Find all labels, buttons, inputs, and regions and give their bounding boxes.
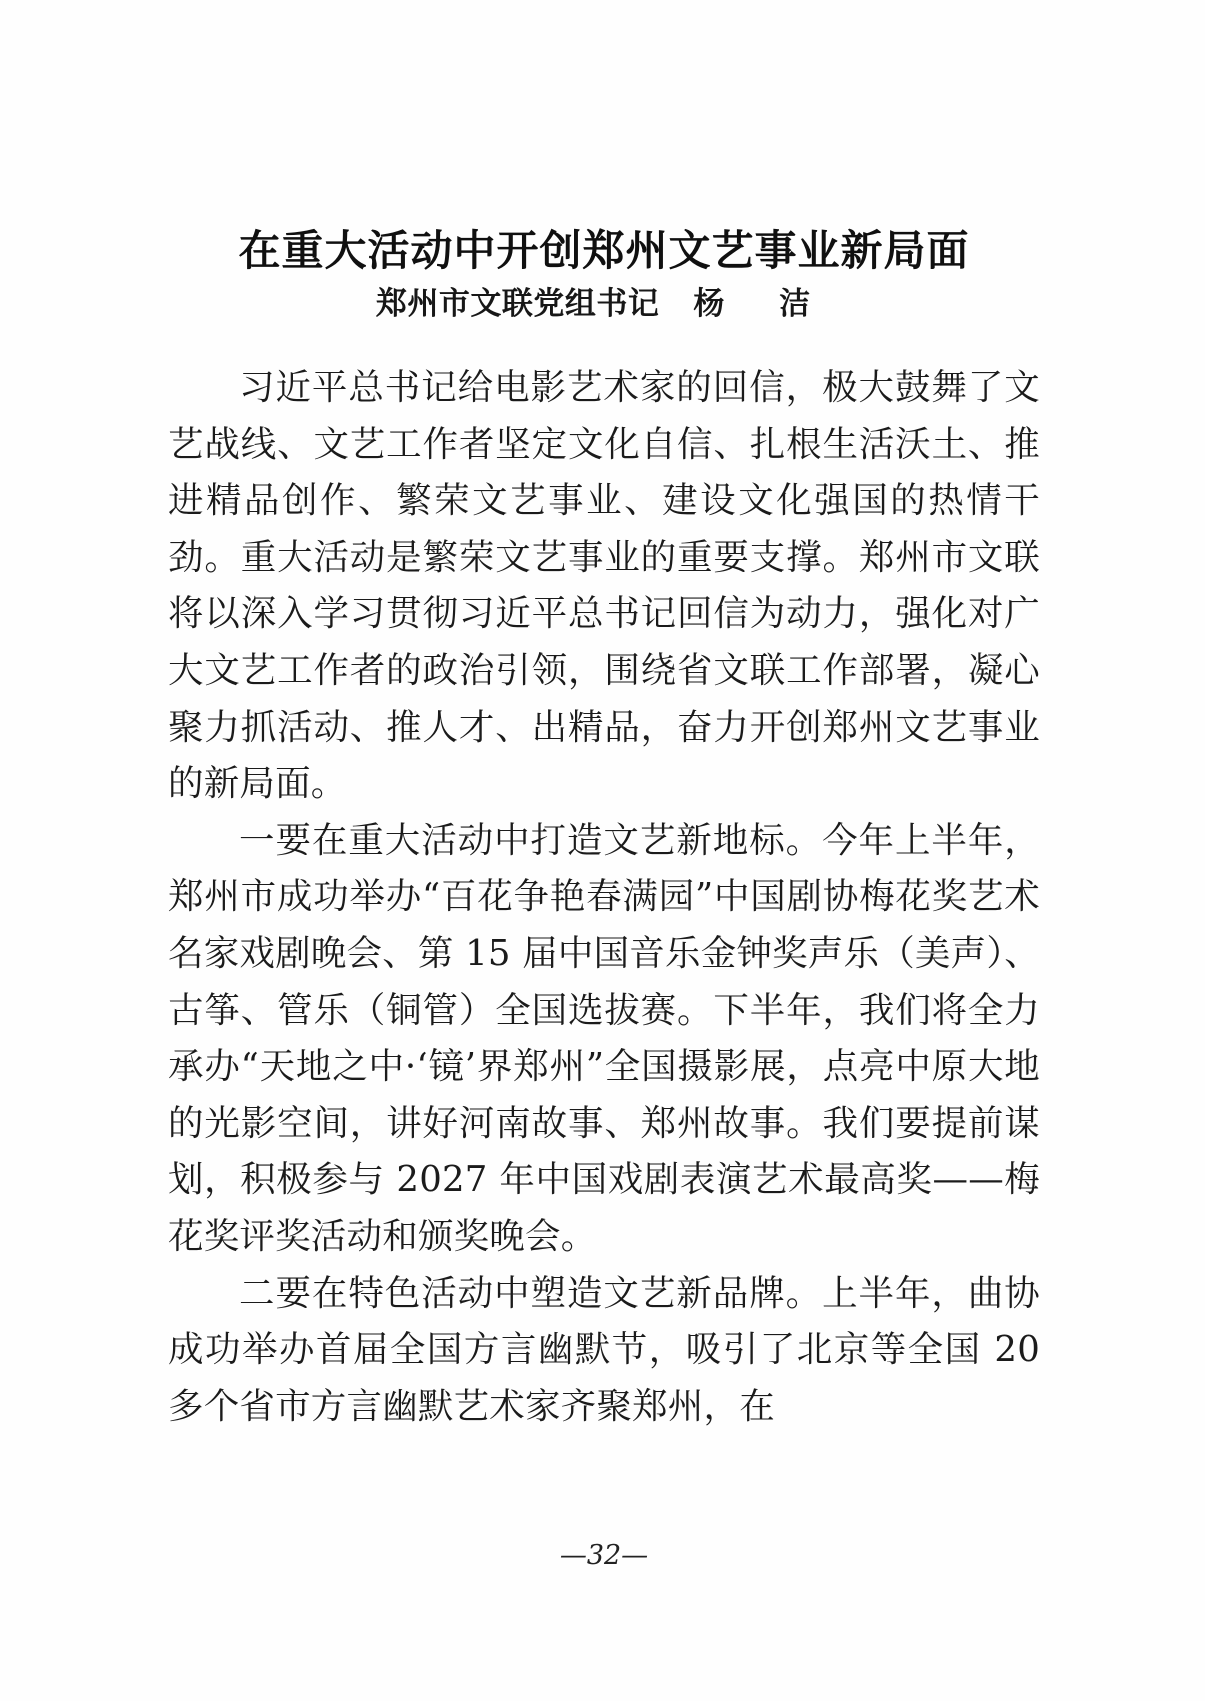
byline-author-name: 杨 洁 xyxy=(693,286,833,322)
paragraph: 习近平总书记给电影艺术家的回信，极大鼓舞了文艺战线、文艺工作者坚定文化自信、扎根生活沃土、推进精品创作、繁荣文艺事业、建设文化强国的热情干劲。重大活动是繁荣文艺事业的重要支撑。郑州市文联将以深入学习贯彻习近平总书记回信为动力，强化对广大文艺工作者的政治引领，围绕省文联工作部署，凝心聚力抓活动、推人才、出精品，奋力开创郑州文艺事业的新局面。 xyxy=(168,367,1040,805)
paragraph: 二要在特色活动中塑造文艺新品牌。上半年，曲协成功举办首届全国方言幽默节，吸引了北京等全国 20 多个省市方言幽默艺术家齐聚郑州，在 xyxy=(168,1272,1040,1427)
paragraph: 一要在重大活动中打造文艺新地标。今年上半年，郑州市成功举办“百花争艳春满园”中国剧协梅花奖艺术名家戏剧晚会、第 15 届中国音乐金钟奖声乐（美声）、古筝、管乐（铜管）全国选拔赛。下半年，我们将全力承办“天地之中·‘镜’界郑州”全国摄影展，点亮中原大地的光影空间，讲好河南故事、郑州故事。我们要提前谋划，积极参与 2027 年中国戏剧表演艺术最高奖——梅花奖评奖活动和颁奖晚会。 xyxy=(168,819,1040,1257)
byline xyxy=(168,278,1040,323)
body-text xyxy=(168,360,1040,1435)
page-number: —32— xyxy=(559,1540,649,1571)
page-title: 在重大活动中开创郑州文艺事业新局面 xyxy=(238,226,970,276)
byline-role: 郑州市文联党组书记 xyxy=(375,286,660,322)
page-content xyxy=(168,0,1040,1701)
